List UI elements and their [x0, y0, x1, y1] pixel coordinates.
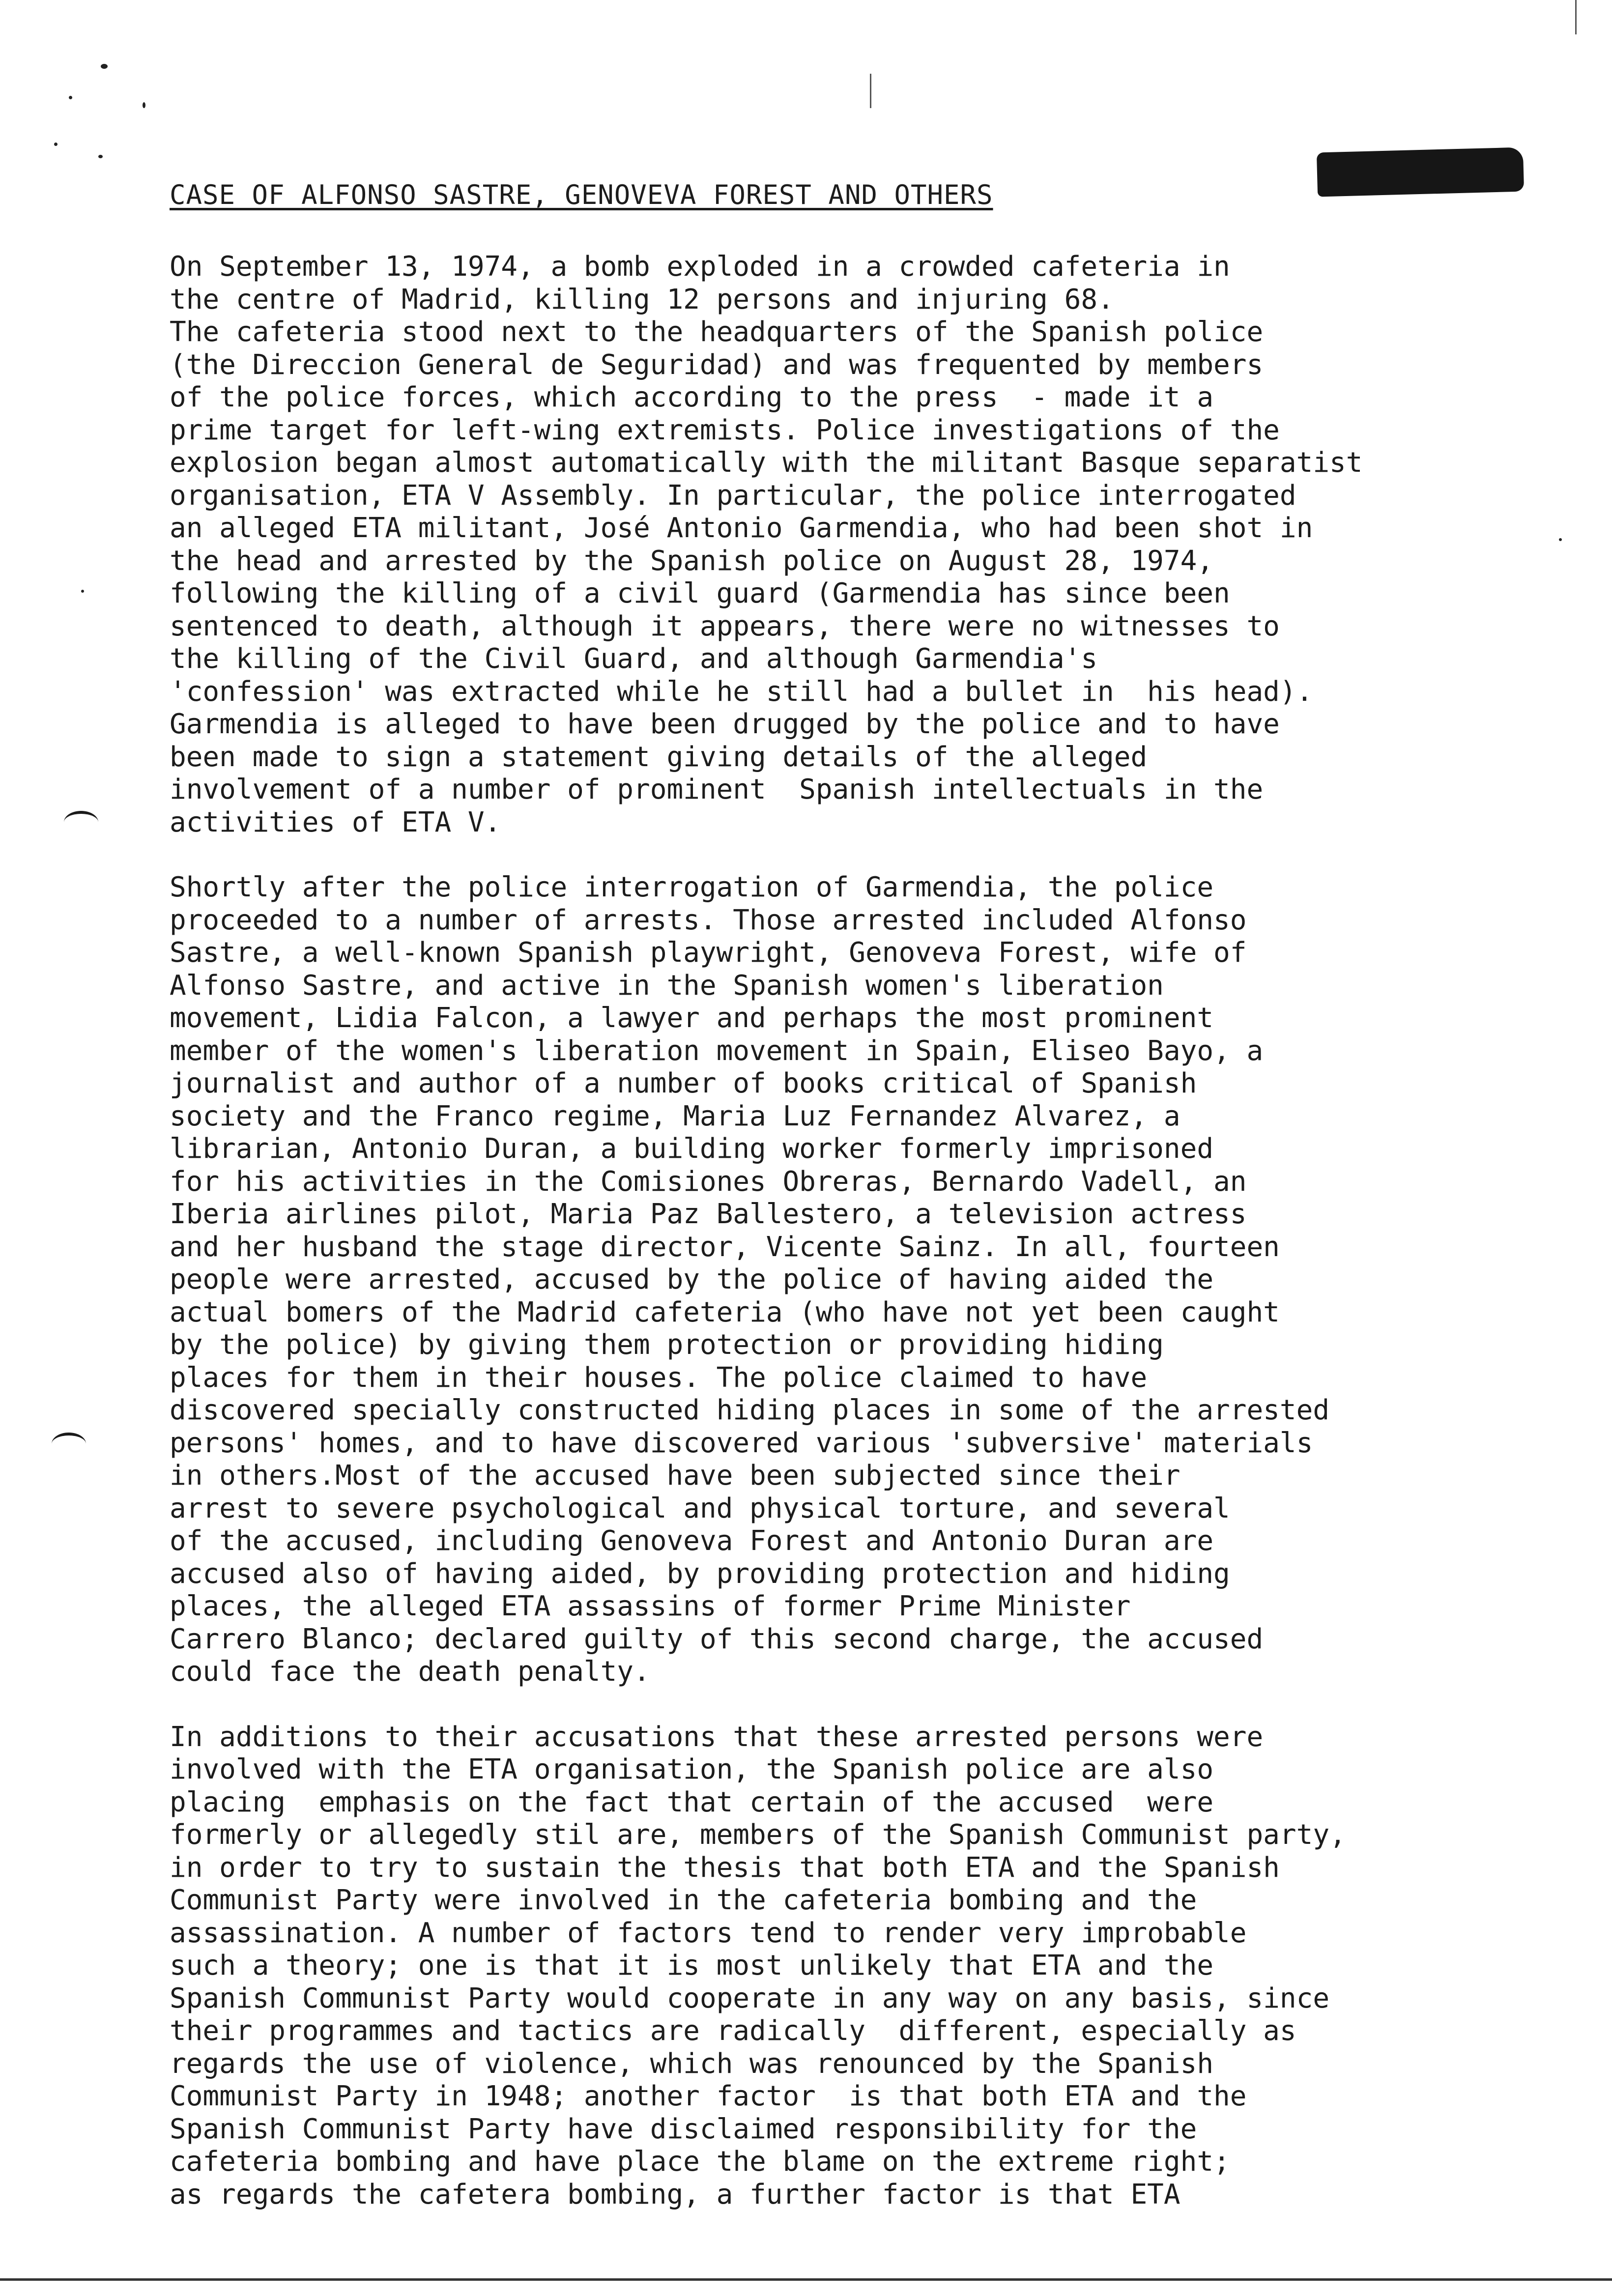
text-line: of the accused, including Genoveva Forest and Antonio Duran are [170, 1525, 1214, 1557]
text-line: their programmes and tactics are radically different, especially as [170, 2015, 1296, 2047]
text-line: discovered specially constructed hiding places in some of the arrested [170, 1394, 1330, 1426]
text-line: On September 13, 1974, a bomb exploded in a crowded cafeteria in [170, 251, 1230, 283]
text-line: Communist Party were involved in the cafeteria bombing and the [170, 1884, 1197, 1916]
text-line: society and the Franco regime, Maria Luz Fernandez Alvarez, a [170, 1100, 1180, 1132]
text-line: placing emphasis on the fact that certain of the accused were [170, 1786, 1214, 1818]
scan-speck [69, 96, 72, 99]
text-line: people were arrested, accused by the police of having aided the [170, 1263, 1214, 1295]
text-line: as regards the cafetera bombing, a further factor is that ETA [170, 2178, 1180, 2210]
paragraph-1 [170, 251, 1595, 839]
text-line: Garmendia is alleged to have been drugged by the police and to have [170, 708, 1280, 740]
text-line: Carrero Blanco; declared guilty of this second charge, the accused [170, 1623, 1264, 1655]
scan-line [870, 74, 871, 108]
text-line: the head and arrested by the Spanish police on August 28, 1974, [170, 545, 1214, 577]
text-line: following the killing of a civil guard (Garmendia has since been [170, 577, 1230, 609]
text-line: Communist Party in 1948; another factor is that both ETA and the [170, 2080, 1247, 2112]
text-line: member of the women's liberation movement in Spain, Eliseo Bayo, a [170, 1034, 1264, 1067]
scan-speck [54, 143, 58, 146]
text-line: movement, Lidia Falcon, a lawyer and perhaps the most prominent [170, 1002, 1214, 1034]
text-line: proceeded to a number of arrests. Those arrested included Alfonso [170, 904, 1247, 936]
punch-hole-mark [64, 811, 98, 833]
text-line: by the police) by giving them protection or providing hiding [170, 1329, 1164, 1361]
text-line: the centre of Madrid, killing 12 persons and injuring 68. [170, 283, 1114, 316]
text-line: 'confession' was extracted while he still had a bullet in his head). [170, 675, 1313, 708]
text-line: librarian, Antonio Duran, a building worker formerly imprisoned [170, 1133, 1214, 1165]
text-line: and her husband the stage director, Vicente Sainz. In all, fourteen [170, 1231, 1280, 1263]
text-line: Iberia airlines pilot, Maria Paz Ballestero, a television actress [170, 1198, 1247, 1230]
text-line: prime target for left-wing extremists. Police investigations of the [170, 414, 1280, 446]
document-body [170, 251, 1595, 2243]
text-line: regards the use of violence, which was renounced by the Spanish [170, 2047, 1214, 2080]
text-line: places for them in their houses. The police claimed to have [170, 1361, 1148, 1394]
text-line: accused also of having aided, by providing protection and hiding [170, 1557, 1230, 1590]
text-line: the killing of the Civil Guard, and although Garmendia's [170, 643, 1098, 675]
scan-speck [98, 155, 103, 158]
paragraph-3 [170, 1721, 1595, 2211]
text-line: formerly or allegedly stil are, members of the Spanish Communist party, [170, 1819, 1346, 1851]
text-line: Spanish Communist Party have disclaimed responsibility for the [170, 2113, 1197, 2145]
text-line: could face the death penalty. [170, 1656, 650, 1688]
text-line: actual bomers of the Madrid cafeteria (who have not yet been caught [170, 1296, 1280, 1328]
text-line: explosion began almost automatically with the militant Basque separatist [170, 447, 1363, 479]
punch-hole-mark [52, 1433, 86, 1455]
text-line: activities of ETA V. [170, 806, 501, 838]
text-line: (the Direccion General de Seguridad) and was frequented by members [170, 348, 1264, 381]
text-line: In additions to their accusations that these arrested persons were [170, 1721, 1264, 1753]
scan-speck [101, 64, 108, 69]
text-line: The cafeteria stood next to the headquarters of the Spanish police [170, 316, 1264, 348]
text-line: such a theory; one is that it is most unlikely that ETA and the [170, 1950, 1214, 1981]
text-line: an alleged ETA militant, José Antonio Garmendia, who had been shot in [170, 512, 1313, 544]
scan-speck [143, 102, 145, 108]
text-line: sentenced to death, although it appears, there were no witnesses to [170, 610, 1280, 642]
text-line: Sastre, a well-known Spanish playwright, Genoveva Forest, wife of [170, 937, 1247, 969]
text-line: persons' homes, and to have discovered various 'subversive' materials [170, 1427, 1313, 1459]
text-line: assassination. A number of factors tend to render very improbable [170, 1917, 1247, 1949]
text-line: involved with the ETA organisation, the Spanish police are also [170, 1753, 1214, 1785]
text-line: cafeteria bombing and have place the blame on the extreme right; [170, 2146, 1230, 2178]
text-line: Shortly after the police interrogation of Garmendia, the police [170, 871, 1214, 903]
text-line: been made to sign a statement giving details of the alleged [170, 741, 1148, 773]
text-line: in order to try to sustain the thesis that both ETA and the Spanish [170, 1851, 1280, 1884]
text-line: journalist and author of a number of books critical of Spanish [170, 1067, 1197, 1099]
redaction-stamp [1317, 147, 1524, 197]
text-line: of the police forces, which according to the press - made it a [170, 381, 1214, 413]
text-line: organisation, ETA V Assembly. In particular, the police interrogated [170, 479, 1296, 512]
text-line: for his activities in the Comisiones Obreras, Bernardo Vadell, an [170, 1165, 1247, 1198]
document-title: CASE OF ALFONSO SASTRE, GENOVEVA FOREST AND OTHERS [170, 179, 993, 210]
text-line: places, the alleged ETA assassins of former Prime Minister [170, 1590, 1131, 1622]
bottom-rule [0, 2278, 1612, 2281]
text-line: in others.Most of the accused have been subjected since their [170, 1460, 1180, 1492]
scan-speck [81, 590, 84, 593]
text-line: Spanish Communist Party would cooperate in any way on any basis, since [170, 1982, 1330, 2014]
paragraph-2 [170, 871, 1595, 1689]
scan-line [1575, 0, 1577, 34]
text-line: arrest to severe psychological and physical torture, and several [170, 1492, 1230, 1524]
text-line: involvement of a number of prominent Spanish intellectuals in the [170, 774, 1264, 805]
text-line: Alfonso Sastre, and active in the Spanish women's liberation [170, 969, 1164, 1002]
